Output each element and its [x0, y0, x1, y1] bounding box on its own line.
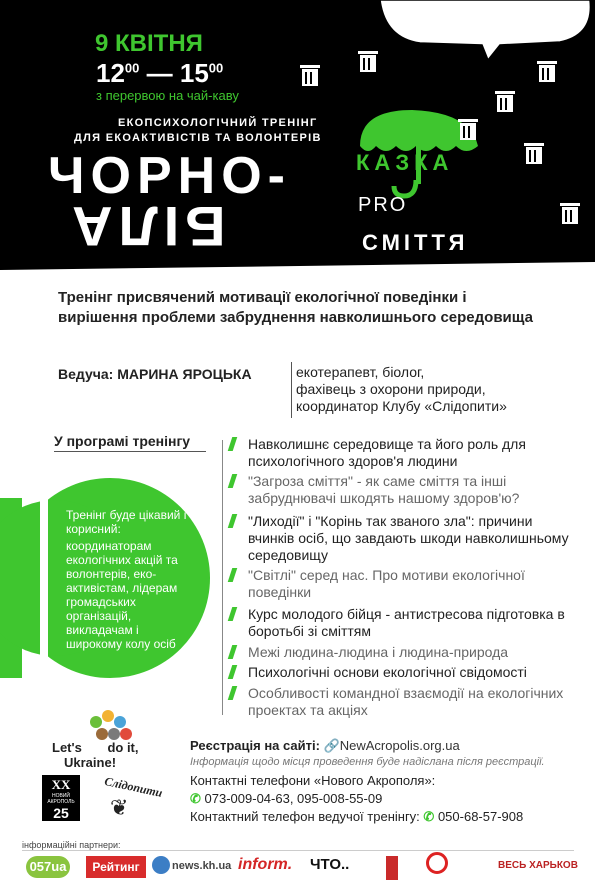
program-item: Особливості командної взаємодії на екологічних проектах та акціях — [230, 685, 575, 719]
partner-inform-logo: inform. — [238, 856, 293, 873]
host-divider — [291, 362, 292, 418]
host-name: МАРИНА ЯРОЦЬКА — [117, 366, 252, 382]
subtitle-line-2: ДЛЯ ЕКОАКТИВІСТІВ ТА ВОЛОНТЕРІВ — [74, 132, 322, 144]
program-item: "Лиходії" і "Корінь так званого зла": причини вчинків осіб, що завдають шкоди навколишньому середовищу — [230, 513, 575, 564]
program-divider — [222, 440, 223, 715]
intro-text: Тренінг присвячений мотивації екологічної поведінки і вирішення проблеми забруднення навколишнього середовища — [58, 289, 533, 326]
partner-chto-logo: ЧТО.. — [310, 856, 350, 873]
program-underline — [54, 451, 206, 452]
phone-icon: ✆ — [190, 791, 201, 806]
globe-icon — [152, 856, 170, 874]
event-time: $12^{00}$ — $15^{00}$ — [96, 58, 224, 88]
registration: Реєстрація на сайті: 🔗NewAcropolis.org.ua — [190, 738, 460, 753]
link-icon: 🔗 — [323, 738, 340, 753]
partner-circle-logo-icon — [426, 852, 448, 874]
phone-icon: ✆ — [423, 809, 435, 824]
program-item: Курс молодого бійця - антистресова підготовка в боротьбі зі сміттям — [230, 606, 575, 640]
phones: ✆ 073-009-04-63, 095-008-55-09 — [190, 791, 383, 806]
title-top: ЧОРНО- — [48, 147, 291, 205]
phones-label: Контактні телефони «Нового Акрополя»: — [190, 773, 436, 788]
audience-note: Тренінг буде цікавий і корисний: координаторам екологічних акцій та волонтерів, еко-активістам, лідерам громадських організацій, викладачам і широкому колу осіб — [66, 508, 187, 651]
partner-reiting-logo: Рейтинг — [86, 856, 146, 878]
partner-newskhua-logo: news.kh.ua — [172, 860, 232, 872]
program-item: Навколишнє середовище та його роль для психологічного здоров'я людини — [230, 436, 575, 470]
host-phone: Контактний телефон ведучої тренінгу: ✆ 050-68-57-908 — [190, 809, 524, 824]
title-smittia: СМІТТЯ — [362, 230, 469, 255]
event-date: 9 КВІТНЯ — [95, 30, 203, 57]
partner-ves-kharkov-logo: ВЕСЬ ХАРЬКОВ — [498, 860, 578, 871]
partners-label: інформаційні партнери: — [22, 840, 121, 850]
partners-divider — [22, 850, 574, 851]
program-item: "Загроза сміття" - як саме сміття та інші забруднювачі шкодять нашому здоров'ю? — [230, 473, 575, 507]
title-pro: PRO — [358, 194, 408, 216]
new-acropolis-logo-icon: XX НОВИЙ АКРОПОЛЬ 25 — [42, 775, 80, 821]
subtitle-line-1: ЕКОПСИХОЛОГІЧНИЙ ТРЕНІНГ — [118, 117, 318, 129]
registration-note: Інформація щодо місця проведення буде надіслана після реєстрації. — [190, 756, 545, 768]
partner-057ua-logo: 057ua — [26, 856, 70, 878]
paw-prints-icon: ❦ — [110, 796, 129, 821]
title-kazka: КАЗКА — [356, 150, 454, 175]
host-description: екотерапевт, біолог, фахівець з охорони природи, координатор Клубу «Слідопити» — [296, 364, 507, 414]
slidopyty-logo: Слідопити — [103, 774, 164, 800]
program-item: "Світлі" серед нас. Про мотиви екологічної поведінки — [230, 567, 575, 601]
title-bottom-inverted: БІЛА — [66, 195, 226, 258]
letsdoit-text: Let's do it, Ukraine! — [52, 740, 139, 770]
program-item: Психологічні основи екологічної свідомості — [230, 664, 575, 681]
partner-red-logo-icon — [386, 856, 398, 880]
break-note: з перервою на чай-каву — [96, 88, 239, 103]
program-item: Межі людина-людина і людина-природа — [230, 644, 575, 661]
program-label: У програмі тренінгу — [54, 433, 191, 449]
host-label: Ведуча: МАРИНА ЯРОЦЬКА — [58, 366, 252, 382]
registration-link[interactable]: NewAcropolis.org.ua — [339, 738, 460, 753]
